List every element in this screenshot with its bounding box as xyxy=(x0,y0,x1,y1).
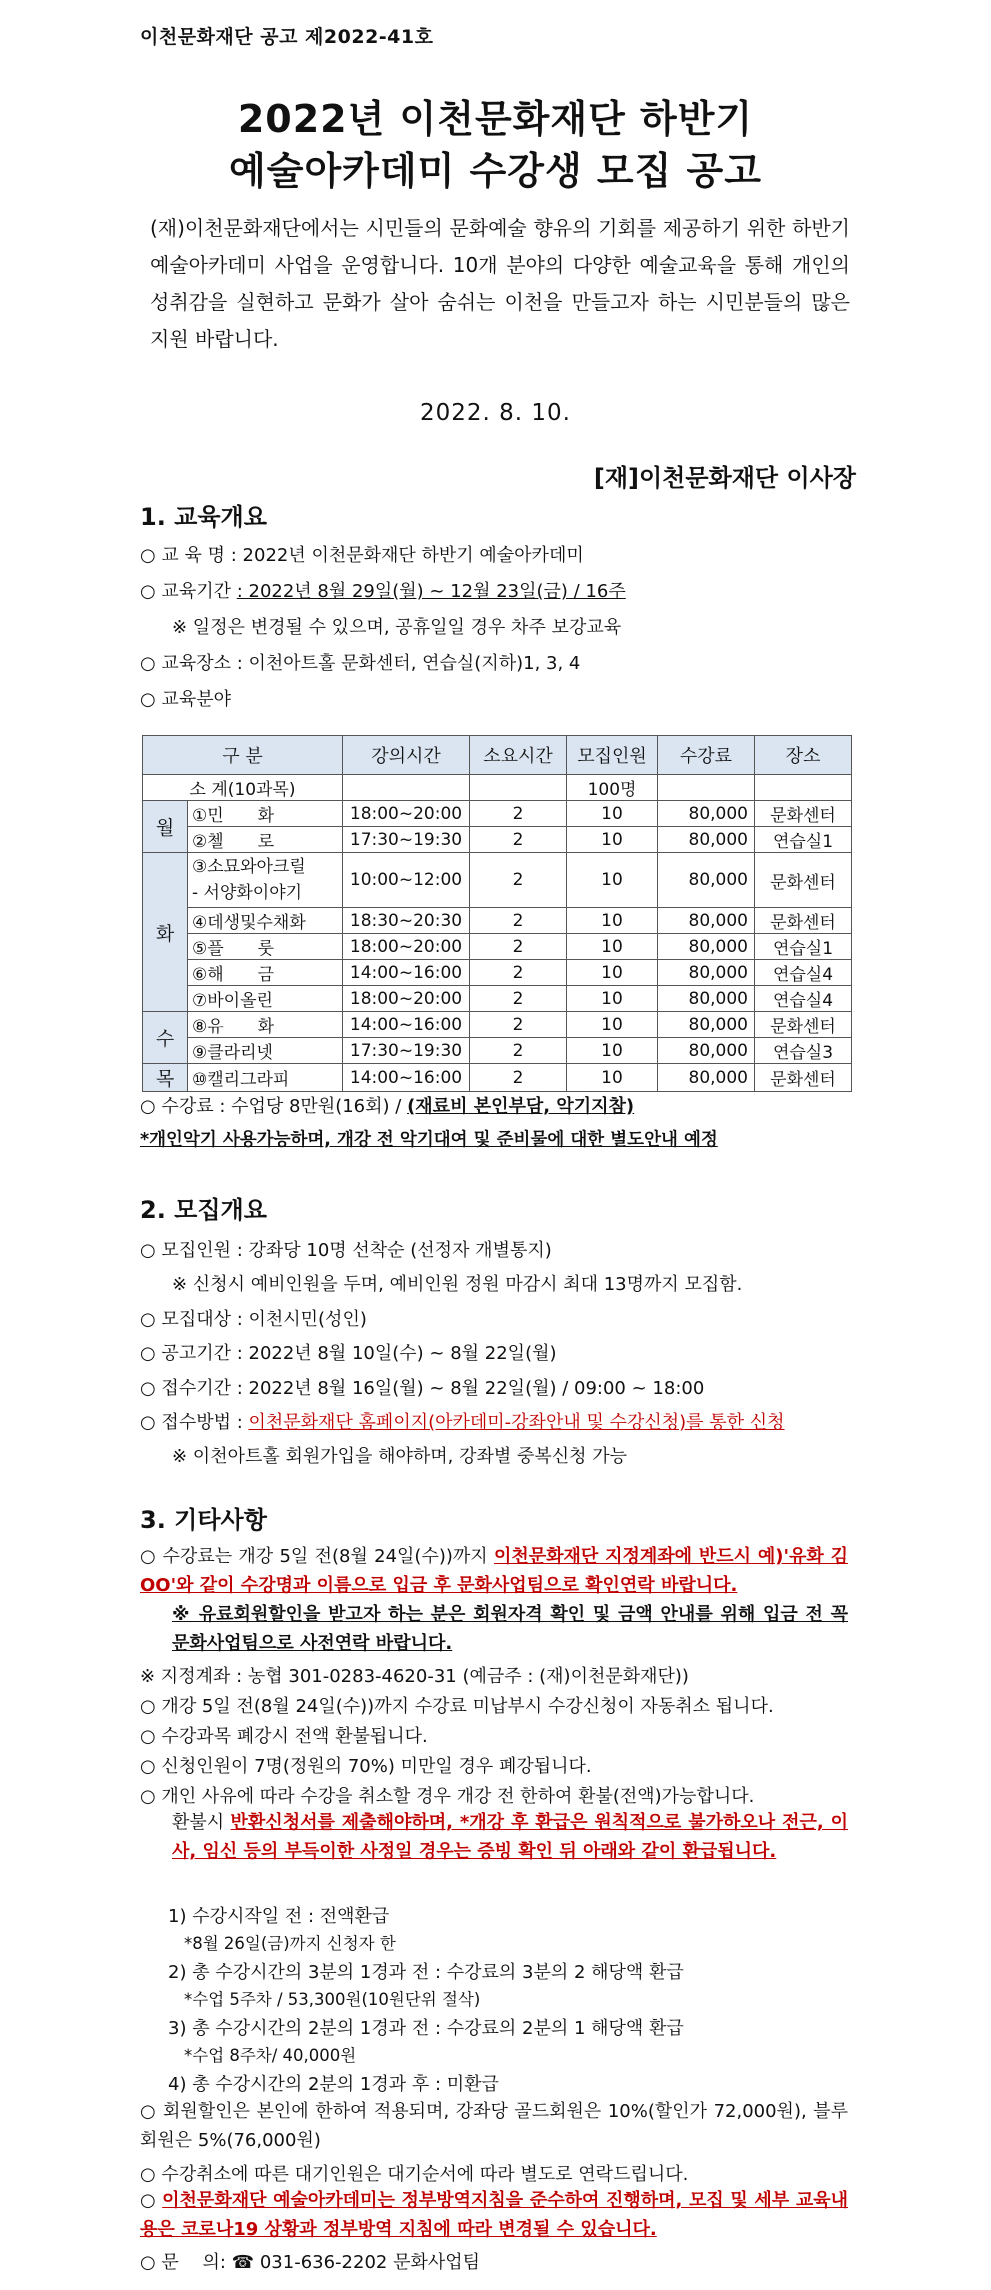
col-header-category: 구 분 xyxy=(143,736,343,775)
intro-paragraph: (재)이천문화재단에서는 시민들의 문화예술 향유의 기회를 제공하기 위한 하반기 예술아카데미 사업을 운영합니다. 10개 분야의 다양한 예술교육을 통해 개인의 성취감을 실현하고 문화가 살아 숨쉬는 이천을 만들고자 하는 시민분들의 많은 지원 바랍니다. xyxy=(150,216,850,351)
course-place: 연습실4 xyxy=(755,960,852,986)
auto-cancel-note: ○ 개강 5일 전(8월 24일(수))까지 수강료 미납부시 수강신청이 자동취소 됩니다. xyxy=(140,1696,774,1717)
payment-instruction: 이천문화재단 지정계좌에 반드시 예)'유화 김OO'와 같이 수강명과 이름으로 입금 후 문화사업팀으로 확인연락 바랍니다. xyxy=(140,1546,848,1596)
refund-rule-3-note: *수업 8주차/ 40,000원 xyxy=(184,2046,357,2065)
subtotal-count: 100명 xyxy=(567,775,658,801)
schedule-note: ※ 일정은 변경될 수 있으며, 공휴일일 경우 차주 보강교육 xyxy=(172,617,622,638)
course-name: ⑧유 화 xyxy=(188,1012,343,1038)
course-place: 문화센터 xyxy=(755,853,852,908)
course-fee: 80,000 xyxy=(658,960,755,986)
refund-policy: ○ 개인 사유에 따라 수강을 취소할 경우 개강 전 한하여 환불(전액)가능합니다. xyxy=(140,1786,755,1807)
table-row xyxy=(143,1038,852,1064)
course-name: ⑥해 금 xyxy=(188,960,343,986)
course-name: ③소묘와아크릴 - 서양화이야기 xyxy=(188,853,343,908)
fee-note-bold: (재료비 본인부담, 악기지참) xyxy=(407,1096,635,1117)
course-fee: 80,000 xyxy=(658,1012,755,1038)
course-hours: 2 xyxy=(470,1038,567,1064)
covid-paragraph: ○ 이천문화재단 예술아카데미는 정부방역지침을 준수하여 진행하며, 모집 및 세부 교육내용은 코로나19 상황과 정부방역 지침에 따라 변경될 수 있습니다. xyxy=(140,2190,848,2240)
day-monday: 월 xyxy=(143,801,188,853)
discount-contact-note: ※ 유료회원할인을 받고자 하는 분은 회원자격 확인 및 금액 안내를 위해 입금 전 꼭 문화사업팀으로 사전연락 바랍니다. xyxy=(172,1604,848,1654)
notice-number: 이천문화재단 공고 제2022-41호 xyxy=(140,26,434,48)
reserve-note: ※ 신청시 예비인원을 두며, 예비인원 정원 마감시 최대 13명까지 모집함. xyxy=(172,1274,743,1295)
course-count: 10 xyxy=(567,1064,658,1092)
course-time: 14:00~16:00 xyxy=(343,960,470,986)
bank-account: ※ 지정계좌 : 농협 301-0283-4620-31 (예금주 : (재)이천문화재단)) xyxy=(140,1666,689,1687)
course-time: 18:00~20:00 xyxy=(343,986,470,1012)
course-name: ⑦바이올린 xyxy=(188,986,343,1012)
section-3-heading: 3. 기타사항 xyxy=(140,1506,267,1534)
course-hours: 2 xyxy=(470,908,567,934)
col-header-fee: 수강료 xyxy=(658,736,755,775)
table-row xyxy=(143,827,852,853)
course-count: 10 xyxy=(567,986,658,1012)
refund-detail-highlight: 반환신청서를 제출해야하며, *개강 후 환급은 원칙적으로 불가하오나 전근, 이사, 임신 등의 부득이한 사정일 경우는 증빙 확인 뒤 아래와 같이 환급됩니다. xyxy=(172,1812,849,1862)
course-name: ②첼 로 xyxy=(188,827,343,853)
course-fee: 80,000 xyxy=(658,801,755,827)
apply-method-link[interactable]: 이천문화재단 홈페이지(아카데미-강좌안내 및 수강신청)를 통한 신청 xyxy=(248,1412,785,1433)
col-header-hours: 소요시간 xyxy=(470,736,567,775)
min-enrollment-note: ○ 신청인원이 7명(정원의 70%) 미만일 경우 폐강됩니다. xyxy=(140,1756,592,1777)
course-fee: 80,000 xyxy=(658,986,755,1012)
course-place: 연습실3 xyxy=(755,1038,852,1064)
course-count: 10 xyxy=(567,827,658,853)
apply-method: ○ 접수방법 : 이천문화재단 홈페이지(아카데미-강좌안내 및 수강신청)를 통한 신청 xyxy=(140,1412,785,1433)
course-time: 18:00~20:00 xyxy=(343,934,470,960)
course-hours: 2 xyxy=(470,801,567,827)
instrument-note: *개인악기 사용가능하며, 개강 전 악기대여 및 준비물에 대한 별도안내 예정 xyxy=(140,1130,718,1150)
course-name: ⑤플 룻 xyxy=(188,934,343,960)
apply-period: ○ 접수기간 : 2022년 8월 16일(월) ~ 8월 22일(월) / 09:00 ~ 18:00 xyxy=(140,1378,705,1399)
membership-note: ※ 이천아트홀 회원가입을 해야하며, 강좌별 중복신청 가능 xyxy=(172,1446,628,1467)
covid-note: 이천문화재단 예술아카데미는 정부방역지침을 준수하여 진행하며, 모집 및 세부 교육내용은 코로나19 상황과 정부방역 지침에 따라 변경될 수 있습니다. xyxy=(140,2190,848,2240)
course-fee: 80,000 xyxy=(658,934,755,960)
recruit-count: ○ 모집인원 : 강좌당 10명 선착순 (선정자 개별통지) xyxy=(140,1240,552,1261)
day-wednesday: 수 xyxy=(143,1012,188,1064)
course-time: 14:00~16:00 xyxy=(343,1012,470,1038)
notice-date: 2022. 8. 10. xyxy=(420,400,571,426)
col-header-count: 모집인원 xyxy=(567,736,658,775)
edu-field: ○ 교육분야 xyxy=(140,689,231,710)
notice-period: ○ 공고기간 : 2022년 8월 10일(수) ~ 8월 22일(월) xyxy=(140,1343,557,1364)
table-row xyxy=(143,934,852,960)
table-row xyxy=(143,986,852,1012)
table-cell xyxy=(658,775,755,801)
course-hours: 2 xyxy=(470,1064,567,1092)
edu-period-value: : 2022년 8월 29일(월) ~ 12월 23일(금) / 16주 xyxy=(236,581,626,602)
course-name: ④데생및수채화 xyxy=(188,908,343,934)
course-time: 10:00~12:00 xyxy=(343,853,470,908)
table-cell xyxy=(470,775,567,801)
table-row xyxy=(143,801,852,827)
col-header-time: 강의시간 xyxy=(343,736,470,775)
course-place: 문화센터 xyxy=(755,908,852,934)
refund-rule-2-note: *수업 5주차 / 53,300원(10원단위 절삭) xyxy=(184,1990,481,2009)
refund-rule-1-note: *8월 26일(금)까지 신청자 한 xyxy=(184,1934,396,1953)
course-time: 18:30~20:30 xyxy=(343,908,470,934)
course-hours: 2 xyxy=(470,934,567,960)
course-fee: 80,000 xyxy=(658,1038,755,1064)
course-count: 10 xyxy=(567,960,658,986)
course-hours: 2 xyxy=(470,960,567,986)
refund-on-close: ○ 수강과목 폐강시 전액 환불됩니다. xyxy=(140,1726,428,1747)
course-fee: 80,000 xyxy=(658,1064,755,1092)
course-hours: 2 xyxy=(470,827,567,853)
refund-rule-1: 1) 수강시작일 전 : 전액환급 xyxy=(168,1906,390,1927)
section-2-heading: 2. 모집개요 xyxy=(140,1196,267,1224)
course-place: 연습실4 xyxy=(755,986,852,1012)
course-count: 10 xyxy=(567,801,658,827)
edu-name: ○ 교 육 명 : 2022년 이천문화재단 하반기 예술아카데미 xyxy=(140,545,584,566)
table-row xyxy=(143,1012,852,1038)
course-table xyxy=(142,735,852,1092)
course-name: ⑨클라리넷 xyxy=(188,1038,343,1064)
course-hours: 2 xyxy=(470,853,567,908)
refund-detail: 환불시 반환신청서를 제출해야하며, *개강 후 환급은 원칙적으로 불가하오나 전근, 이사, 임신 등의 부득이한 사정일 경우는 증빙 확인 뒤 아래와 같이 환급됩니다. xyxy=(172,1812,849,1862)
edu-period: ○ 교육기간 : 2022년 8월 29일(월) ~ 12월 23일(금) / 16주 xyxy=(140,581,626,602)
course-hours: 2 xyxy=(470,1012,567,1038)
course-count: 10 xyxy=(567,853,658,908)
course-fee: 80,000 xyxy=(658,853,755,908)
course-count: 10 xyxy=(567,1038,658,1064)
table-row xyxy=(143,1064,852,1092)
course-name: ①민 화 xyxy=(188,801,343,827)
member-discount: ○ 회원할인은 본인에 한하여 적용되며, 강좌당 골드회원은 10%(할인가 72,000원), 블루회원은 5%(76,000원) xyxy=(140,2101,848,2151)
course-place: 연습실1 xyxy=(755,827,852,853)
table-row xyxy=(143,960,852,986)
subtotal-row xyxy=(143,775,852,801)
course-count: 10 xyxy=(567,934,658,960)
day-thursday: 목 xyxy=(143,1064,188,1092)
subtotal-label: 소 계(10과목) xyxy=(143,775,343,801)
course-place: 연습실1 xyxy=(755,934,852,960)
course-time: 17:30~19:30 xyxy=(343,1038,470,1064)
fee-line: ○ 수강료 : 수업당 8만원(16회) / (재료비 본인부담, 악기지참) xyxy=(140,1096,635,1117)
table-cell xyxy=(755,775,852,801)
recruit-target: ○ 모집대상 : 이천시민(성인) xyxy=(140,1309,367,1330)
edu-place: ○ 교육장소 : 이천아트홀 문화센터, 연습실(지하)1, 3, 4 xyxy=(140,653,581,674)
course-place: 문화센터 xyxy=(755,1064,852,1092)
table-cell xyxy=(343,775,470,801)
waitlist-note: ○ 수강취소에 따른 대기인원은 대기순서에 따라 별도로 연락드립니다. xyxy=(140,2164,689,2185)
signer: [재]이천문화재단 이사장 xyxy=(593,464,856,492)
course-count: 10 xyxy=(567,908,658,934)
course-time: 18:00~20:00 xyxy=(343,801,470,827)
course-hours: 2 xyxy=(470,986,567,1012)
course-count: 10 xyxy=(567,1012,658,1038)
course-time: 14:00~16:00 xyxy=(343,1064,470,1092)
course-time: 17:30~19:30 xyxy=(343,827,470,853)
refund-rule-2: 2) 총 수강시간의 3분의 1경과 전 : 수강료의 3분의 2 해당액 환급 xyxy=(168,1962,684,1983)
course-place: 문화센터 xyxy=(755,1012,852,1038)
title-line-2: 예술아카데미 수강생 모집 공고 xyxy=(229,149,762,193)
title-line-1: 2022년 이천문화재단 하반기 xyxy=(237,97,754,141)
table-header-row xyxy=(143,736,852,775)
payment-paragraph: ○ 수강료는 개강 5일 전(8월 24일(수))까지 이천문화재단 지정계좌에 반드시 예)'유화 김OO'와 같이 수강명과 이름으로 입금 후 문화사업팀으로 확인연락 바랍니다. xyxy=(140,1546,848,1596)
course-place: 문화센터 xyxy=(755,801,852,827)
course-fee: 80,000 xyxy=(658,827,755,853)
course-name: ⑩캘리그라피 xyxy=(188,1064,343,1092)
refund-rule-4: 4) 총 수강시간의 2분의 1경과 후 : 미환급 xyxy=(168,2074,499,2095)
table-row xyxy=(143,853,852,908)
day-tuesday: 화 xyxy=(143,853,188,1012)
contact-line: ○ 문 의: ☎ 031-636-2202 문화사업팀 xyxy=(140,2252,481,2273)
refund-rule-3: 3) 총 수강시간의 2분의 1경과 전 : 수강료의 2분의 1 해당액 환급 xyxy=(168,2018,684,2039)
course-fee: 80,000 xyxy=(658,908,755,934)
col-header-place: 장소 xyxy=(755,736,852,775)
table-row xyxy=(143,908,852,934)
section-1-heading: 1. 교육개요 xyxy=(140,503,267,531)
